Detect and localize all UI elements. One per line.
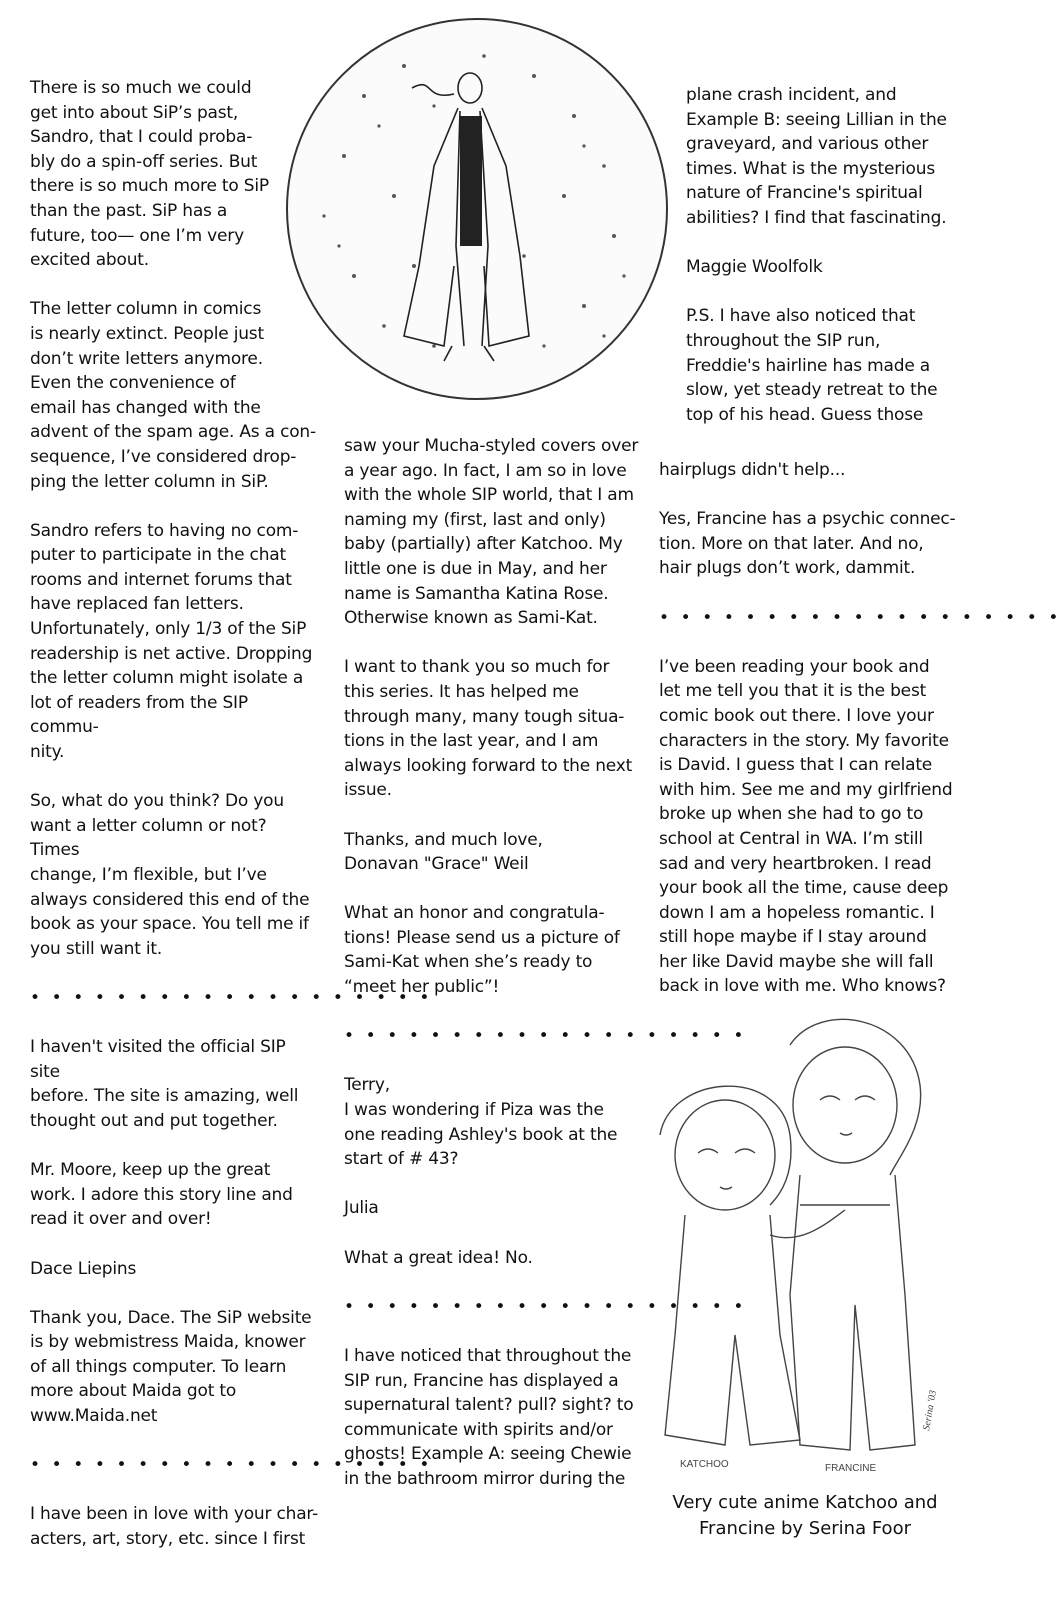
- sketch-label-katchoo: KATCHOO: [680, 1459, 729, 1470]
- section-divider: • • • • • • • • • • • • • • • • • • •: [344, 1026, 747, 1047]
- letter-maggie-ps-end: hairplugs didn't help...: [659, 460, 846, 480]
- letter-julia: Terry, I was wondering if Piza was the one reading Ashley's book at the start of # 43?: [344, 1075, 618, 1170]
- letter-dace-2: Mr. Moore, keep up the great work. I adore this story line and read it over and over!: [30, 1160, 293, 1230]
- letter-david: I’ve been reading your book and let me tell you that it is the best comic book out there. I love your characters in the story. My favorite is David. I guess that I can relate with him. See me and my girlfriend broke up when she had to go to school at Central in WA. I’m still sad and very heartbroken. I read your book all the time, cause deep down I am a hopeless romantic. I still hope maybe if I stay around her like David maybe she will fall back in love with me. Who knows?: [659, 656, 953, 997]
- letter-dace-signature: Dace Liepins: [30, 1258, 137, 1279]
- editorial-paragraph-1: There is so much we could get into about SiP’s past, Sandro, that I could proba- bly do a spin-off series. But there is so much more to SiP than the past. SiP has a future, too— one I’m very excited about.: [30, 78, 269, 271]
- katchoo-francine-sketch: [640, 1005, 970, 1475]
- reply-maggie: Yes, Francine has a psychic connec- tion. More on that later. And no, hair plugs don’t work, dammit.: [659, 509, 956, 579]
- editorial-paragraph-4: So, what do you think? Do you want a letter column or not? Times change, I’m flexible, but I’ve always considered this end of the book as your space. You tell me if you still want it.: [30, 791, 310, 959]
- circular-illustration: [284, 16, 670, 402]
- middle-column: [344, 434, 747, 1516]
- letter-julia-signature: Julia: [344, 1198, 379, 1219]
- letter-donavan-start: I have been in love with your char- acters, art, story, etc. since I first: [30, 1504, 319, 1550]
- letter-maggie-start: I have noticed that throughout the SIP run, Francine has displayed a supernatural talent? pull? sight? to communicate with spirits and/or ghosts! Example A: seeing Chewie in the bathroom mirror during the: [344, 1345, 634, 1489]
- reply-julia: What a great idea! No.: [344, 1247, 533, 1268]
- right-column-top: [686, 83, 951, 427]
- section-divider: • • • • • • • • • • • • • • • • • • •: [659, 607, 1062, 628]
- letter-maggie-ps: P.S. I have also noticed that throughout the SIP run, Freddie's hairline has made a slow, yet steady retreat to the top of his head. Guess those: [686, 306, 938, 425]
- sketch-label-francine: FRANCINE: [825, 1463, 877, 1474]
- section-divider: • • • • • • • • • • • • • • • • • • •: [30, 1455, 433, 1476]
- sketch-caption: Very cute anime Katchoo and Francine by Serina Foor: [672, 1492, 938, 1539]
- right-column: [659, 458, 1062, 1024]
- artist-signature: Serina '03: [921, 1389, 939, 1432]
- letter-donavan-1: saw your Mucha-styled covers over a year ago. In fact, I am so in love with the whole SIP world, that I am naming my (first, last and only) baby (partially) after Katchoo. My little one is due in May, and her name is Samantha Katina Rose. Otherwise known as Sami-Kat.: [344, 436, 639, 629]
- editorial-paragraph-3: Sandro refers to having no com- puter to participate in the chat rooms and internet forums that have replaced fan letters. Unfortunately, only 1/3 of the SiP readership is net active. Dropping the letter column might isolate a lot of readers from the SIP commu- nity.: [30, 520, 313, 763]
- letter-maggie-cont: plane crash incident, and Example B: seeing Lillian in the graveyard, and various other times. What is the mysterious nature of Francine's spiritual abilities? I find that fascinating.: [686, 85, 947, 228]
- letter-donavan-signoff: Thanks, and much love, Donavan "Grace" Weil: [344, 829, 543, 875]
- reply-donavan: What an honor and congratula- tions! Please send us a picture of Sami-Kat when she’s ready to “meet her public”!: [344, 903, 620, 998]
- editorial-paragraph-2: The letter column in comics is nearly extinct. People just don’t write letters anymore. Even the convenience of email has changed with the advent of the spam age. As a con- sequence, I’ve considered drop- ping the letter column in SiP.: [30, 299, 316, 492]
- section-divider: • • • • • • • • • • • • • • • • • • •: [30, 987, 433, 1008]
- letter-donavan-2: I want to thank you so much for this series. It has helped me through many, many tough situa- tions in the last year, and I am always looking forward to the next issue.: [344, 657, 633, 801]
- section-divider: • • • • • • • • • • • • • • • • • • •: [344, 1296, 747, 1317]
- letter-maggie-signature: Maggie Woolfolk: [686, 257, 823, 278]
- letter-dace-1: I haven't visited the official SIP site before. The site is amazing, well thought out and put together.: [30, 1037, 299, 1131]
- reply-dace: Thank you, Dace. The SiP website is by webmistress Maida, knower of all things computer. To learn more about Maida got to www.Maida.net: [30, 1307, 312, 1427]
